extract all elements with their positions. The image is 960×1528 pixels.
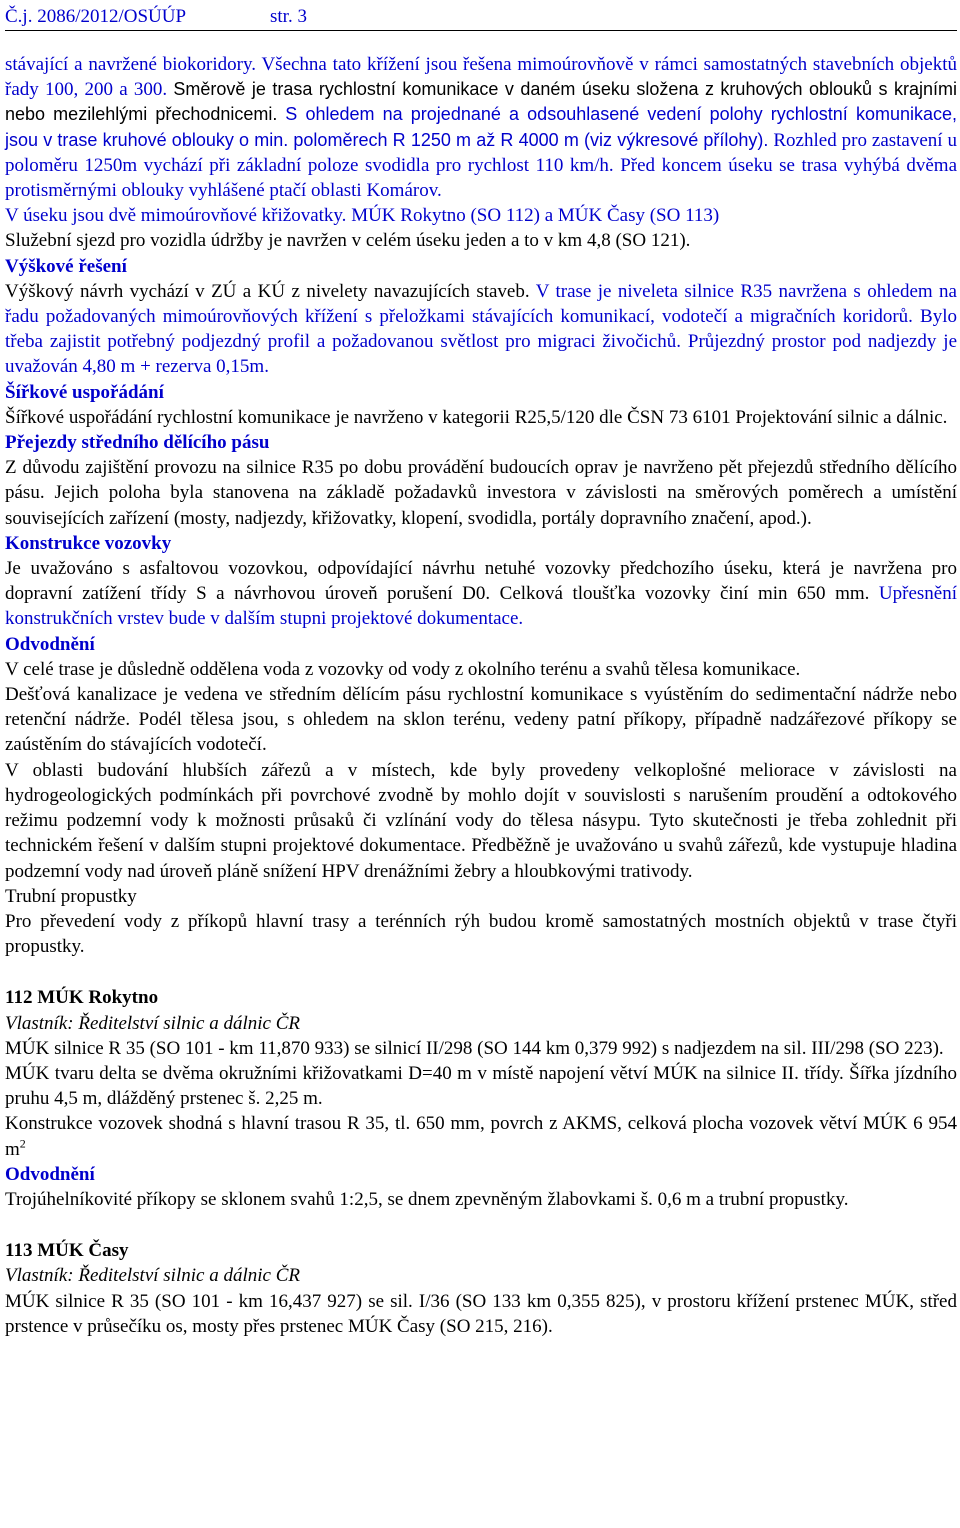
odvodneni-paragraph-1: V celé trase je důsledně oddělena voda z vozovky od vody z okolního terénu a svahů tělesa komunikace.	[5, 658, 801, 680]
odvodneni-paragraph-3: V oblasti budování hlubších zářezů a v místech, kde byly provedeny velkoplošné meliorace v závislosti na hydrogeologických podmínkách při povrchové zvodně by mohlo dojít v souvislosti s narušením proudění a odtokového režimu podzemní vody k možnosti průsaků či vzlínání vody do tělesa násypu. Tyto skutečnosti je třeba zohlednit při technickém řešení v dalším stupni projektové dokumentace. Předběžně je uvažováno u svahů zářezů, kde vystupuje hladina podzemní vody nad úroveň pláně snížení HPV drenážními žebry a hloubkovými trativody.	[5, 759, 957, 882]
document-body	[5, 52, 957, 1339]
muk112-odvodneni-paragraph: Trojúhelníkovité příkopy se sklonem svahů 1:2,5, se dnem zpevněným žlabovkami š. 0,6 m a trubní propustky.	[5, 1188, 849, 1210]
heading-odvodneni-112: Odvodnění	[5, 1163, 95, 1185]
vyskove-sentence-1: Výškový návrh vychází v ZÚ a KÚ z nivelety navazujících staveb.	[5, 280, 530, 302]
owner-112: Vlastník: Ředitelství silnic a dálnic ČR	[5, 1012, 300, 1034]
muk112-paragraph-1: MÚK silnice R 35 (SO 101 - km 11,870 933) se silnicí II/298 (SO 144 km 0,379 992) s nadjezdem na sil. III/298 (SO 223).	[5, 1037, 944, 1059]
heading-odvodneni: Odvodnění	[5, 633, 95, 655]
konstrukce-sentence-3: Upřesnění konstrukčních vrstev bude v dalším stupni projektové dokumentace.	[5, 583, 958, 630]
heading-konstrukce: Konstrukce vozovky	[5, 532, 172, 554]
odvodneni-paragraph-2: Dešťová kanalizace je vedena ve středním dělícím pásu rychlostní komunikace s vyústěním do sedimentační nádrže nebo retenční nádrže. Podél tělesa jsou, s ohledem na sklon terénu, vedeny patní příkopy, případně nadzářezové příkopy se zaústěním do stávajících vodotečí.	[5, 684, 957, 756]
muk112-paragraph-3-text: Konstrukce vozovek shodná s hlavní trasou R 35, tl. 650 mm, povrch z AKMS, celková plocha vozovek větví MÚK 6 954 m	[5, 1113, 957, 1160]
intro-paragraph-2	[5, 203, 957, 228]
heading-prejezdy: Přejezdy středního dělícího pásu	[5, 432, 270, 454]
owner-113: Vlastník: Ředitelství silnic a dálnic ČR	[5, 1265, 300, 1287]
konstrukce-sentence-1: Je uvažováno s asfaltovou vozovkou, odpovídající návrhu netuhé vozovky předchozího úseku, která je navržena pro dopravní zatížení třídy S a návrhovou úroveň porušení D0.	[5, 558, 957, 605]
section-spacer	[5, 959, 957, 985]
heading-sirkove: Šířkové uspořádání	[5, 381, 164, 403]
muk113-paragraph-1: MÚK silnice R 35 (SO 101 - km 16,437 927) se sil. I/36 (SO 133 km 0,355 825), v prostoru křížení prstenec MÚK, střed prstence v průsečíku os, mosty přes prstenec MÚK Časy (SO 215, 216).	[5, 1290, 957, 1337]
vyskove-sentence-2: V trase je niveleta silnice R35 navržena s ohledem na řadu požadovaných mimoúrovňových křížení s přeložkami stávajících komunikací, vodotečí a migračních koridorů.	[5, 280, 957, 328]
area-unit-superscript: 2	[19, 1136, 26, 1151]
propustky-paragraph: Pro převedení vody z příkopů hlavní trasy a terénních rýh budou kromě samostatných mostních objektů v trase čtyři propustky.	[5, 910, 957, 958]
heading-propustky: Trubní propustky	[5, 885, 137, 907]
vyskove-paragraph	[5, 279, 957, 380]
prejezdy-paragraph: Z důvodu zajištění provozu na silnice R35 po dobu provádění budoucích oprav je navrženo pět přejezdů středního dělícího pásu. Jejich poloha byla stanovena na základě požadavků investora v závislosti na směrových poměrech a umístění souvisejících zařízení (mosty, nadjezdy, křižovatky, klopení, svodidla, portály dopravního značení, apod.).	[5, 457, 957, 529]
vyskove-sentence-3: Bylo třeba zajistit potřebný podjezdný profil a požadovanou světlost pro migraci živočichů.	[5, 306, 957, 353]
intro-sentence-7: Služební sjezd pro vozidla údržby je navržen v celém úseku jeden a to v km 4,8 (SO 121).	[5, 230, 691, 252]
intro-sentence-2: S ohledem na projednané a odsouhlasené vedení polohy rychlostní komunikace, jsou v trase kruhové oblouky o min. poloměrech R 1250 m až R 4000 m (viz výkresové přílohy).	[5, 104, 957, 150]
vyskove-sentence-4: Průjezdný prostor pod nadjezdy je uvažován 4,80 m + rezerva 0,15m.	[5, 331, 958, 378]
intro-sentence-6: MÚK Rokytno (SO 112) a MÚK Časy (SO 113)	[351, 205, 720, 227]
intro-paragraph-3	[5, 228, 957, 253]
section-title-113: 113 MÚK Časy	[5, 1240, 129, 1262]
sirkove-paragraph: Šířkové uspořádání rychlostní komunikace je navrženo v kategorii R25,5/120 dle ČSN 73 6101 Projektování silnic a dálnic.	[5, 406, 948, 428]
intro-sentence-4: Před koncem úseku se trasa vyhýbá dvěma protisměrnými oblouky vyhlášené ptačí oblasti Komárov.	[5, 154, 958, 202]
heading-vyskove: Výškové řešení	[5, 255, 127, 277]
intro-line1: stávající a navržené biokoridory. Všechna tato křížení jsou řešena mimoúrovňově v rámci samostatných stavebních objektů řady 100, 200 a 300.	[5, 54, 957, 101]
intro-paragraph	[5, 52, 957, 203]
konstrukce-sentence-2: Celková tloušťka vozovky činí min 650 mm.	[499, 583, 870, 605]
intro-sentence-5: V úseku jsou dvě mimoúrovňové křižovatky.	[5, 205, 347, 227]
page-number: str. 3	[270, 6, 307, 27]
muk112-paragraph-2: MÚK tvaru delta se dvěma okružními křižovatkami D=40 m v místě napojení větví MÚK na silnice II. třídy. Šířka jízdního pruhu 4,5 m, dlážděný prstenec š. 2,25 m.	[5, 1062, 957, 1110]
section-spacer-2	[5, 1212, 957, 1238]
page-header	[5, 4, 957, 31]
intro-sentence-1: Směrově je trasa rychlostní komunikace v daném úseku složena z kruhových oblouků s krajními nebo mezilehlými přechodnicemi.	[5, 79, 957, 125]
document-reference: Č.j. 2086/2012/OSÚÚP	[5, 6, 187, 27]
konstrukce-paragraph	[5, 556, 957, 632]
muk112-paragraph-3	[5, 1111, 957, 1161]
intro-sentence-3: Rozhled pro zastavení u poloměru 1250m vychází při základní poloze svodidla pro rychlost 110 km/h.	[5, 129, 958, 176]
section-title-112: 112 MÚK Rokytno	[5, 987, 159, 1009]
